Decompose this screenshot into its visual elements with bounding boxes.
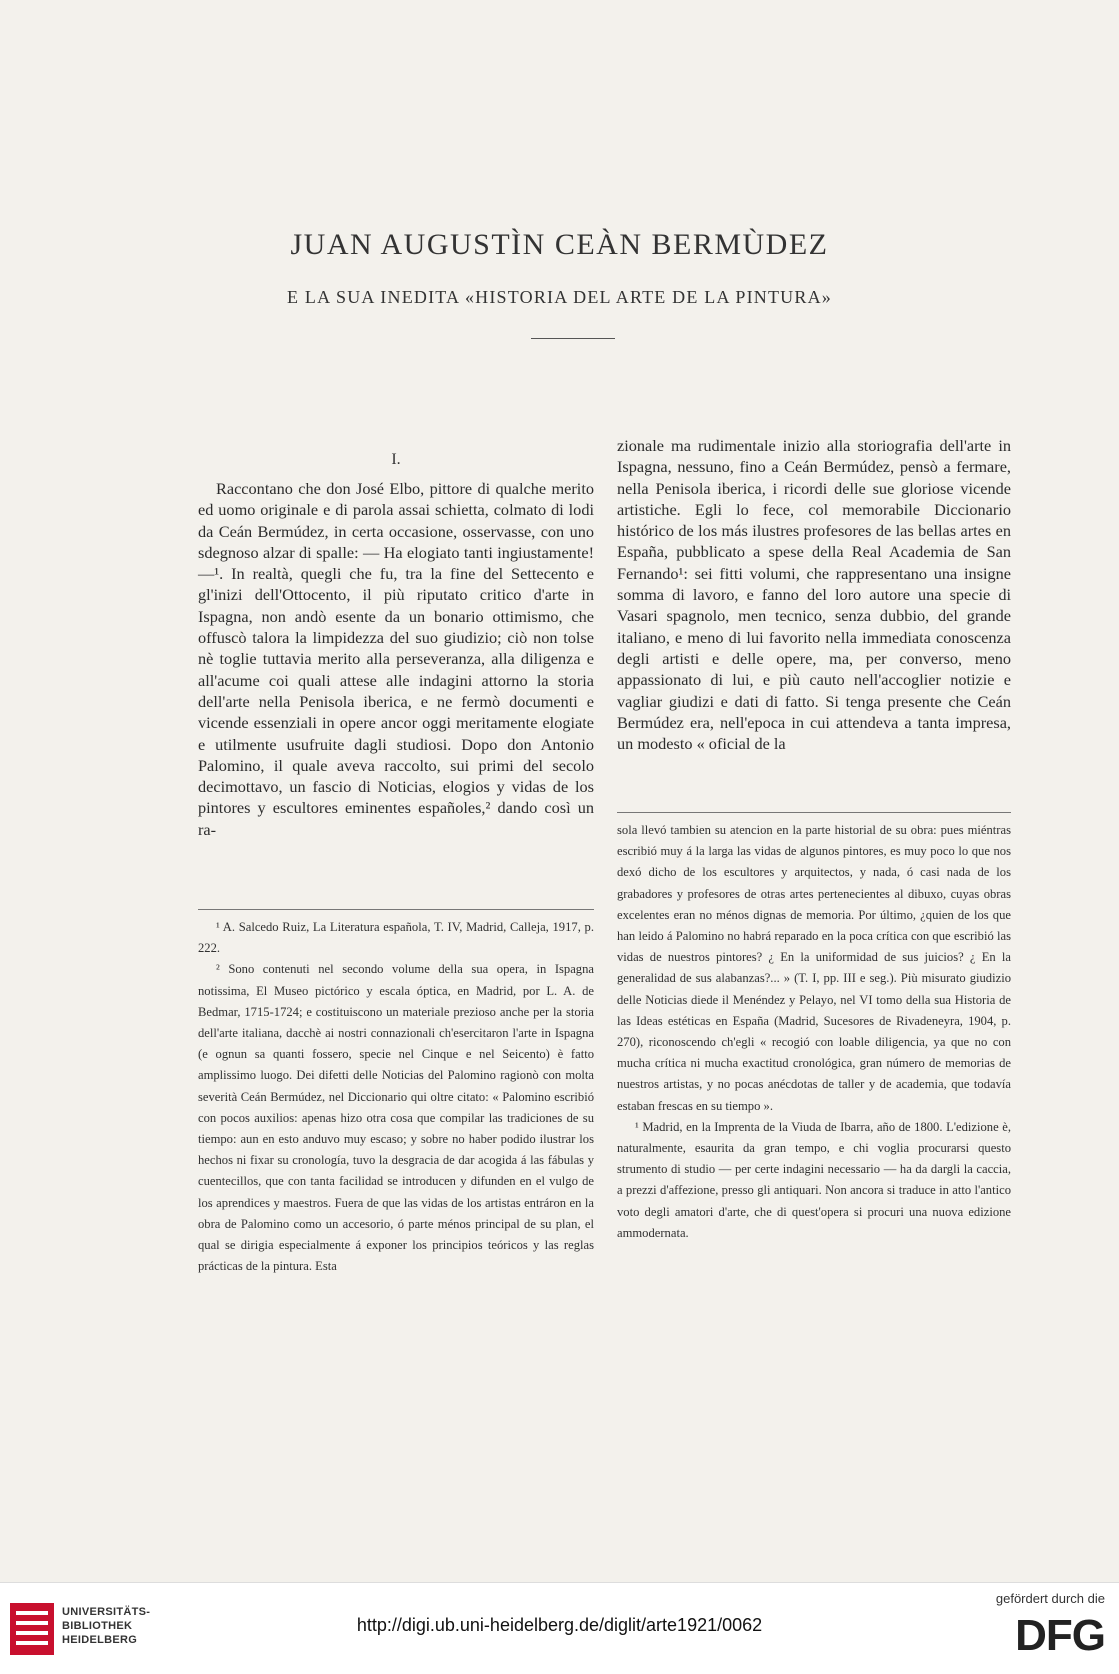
right-body-text: zionale ma rudimentale inizio alla storiografia dell'arte in Ispagna, nessuno, fino a Ceán Bermúdez, pensò a fermare, nella Penisola iberica, i ricordi delle sue gloriose vicende artistiche. Egli lo fece, col memorabile Diccionario histórico de los más ilustres profesores de las bellas artes en España, pubblicato a spese della Real Academia de San Fernando¹: sei fitti volumi, che rappresentano una insigne somma di lavoro, e fanno del loro autore una specie di Vasari spagnolo, men tecnico, senza dubbio, del grande italiano, e meno di lui favorito nella immediata conoscenza degli artisti e delle opere, ma, per converso, meno appassionato di lui, e più cauto nell'accoglier notizie e vagliar giudizi e dati di fatto. Si tenga presente che Ceán Bermúdez era, nell'epoca in cui attendeva a tanta impresa, un modesto « oficial de la xyxy=(617,436,1011,754)
library-line-3: HEIDELBERG xyxy=(62,1634,138,1646)
library-line-2: BIBLIOTHEK xyxy=(62,1620,133,1632)
dfg-logo: DFG xyxy=(1015,1611,1105,1660)
viewer-footer xyxy=(0,1582,1119,1674)
library-line-1: UNIVERSITÄTS- xyxy=(62,1606,151,1618)
left-column-body xyxy=(198,478,594,840)
article-subtitle: E LA SUA INEDITA «HISTORIA DEL ARTE DE LA PINTURA» xyxy=(287,287,832,307)
title-divider xyxy=(531,338,615,339)
right-column-body xyxy=(617,435,1011,754)
right-footnotes xyxy=(617,820,1011,1244)
right-footnote-rule xyxy=(617,812,1011,813)
section-number: I. xyxy=(391,451,401,468)
footnote-continuation: sola llevó tambien su atencion en la parte historial de su obra: pues miéntras escribió muy á la larga las vidas de algunos pintores, es muy poco lo que nos dexó dicho de los escultores y arquitectos, y nada, ó casi nada de los grabadores y profesores de otras artes pertenecientes al dibuxo, cuyas obras excelentes eran no ménos dignas de memoria. Por último, ¿quien de los que han leido á Palomino no habrá reparado en la poca crítica con que escribió las vidas de nuestros pintores? ¿ En la uniformidad de sus juicios? ¿ En la generalidad de sus alabanzas?... » (T. I, pp. III e seg.). Più misurato giudizio delle Noticias diede il Menéndez y Pelayo, nel VI tomo della sua Historia de las Ideas estéticas en España (Madrid, Sucesores de Rivadeneyra, 1904, p. 270), riconoscendo ch'egli « recogió con loable diligencia, ya que no con mucha crítica ni mucha exactitud cronológica, gran número de memorias de nuestros artistas, y no pocas anécdotas de taller y de academia, que todavía estaban frescas en su tiempo ». xyxy=(617,823,1011,1113)
article-title: JUAN AUGUSTÌN CEÀN BERMÙDEZ xyxy=(290,228,829,261)
left-body-text: Raccontano che don José Elbo, pittore di qualche merito ed uomo originale e di parola assai schietta, colmato di lodi da Ceán Bermúdez, in certa occasione, osservasse, con uno sdegnoso alzar di spalle: — Ha elogiato tanti ingiustamente! —¹. In realtà, quegli che fu, tra la fine del Settecento e gl'inizi dell'Ottocento, il più riputato critico d'arte in Ispagna, non andò esente da un bonario ottimismo, che offuscò talora la limpidezza del suo giudizio; ciò non tolse nè toglie tuttavia merito alla perseveranza, alla diligenza e all'acume coi quali attese alle indagini attorno la storia dell'arte nella Penisola iberica, e ne fermò documenti e vicende essenziali in opere ancor oggi meritamente elogiate e utilmente usufruite dagli studiosi. Dopo don Antonio Palomino, il quale aveva raccolto, sui primi del secolo decimottavo, un fascio di Noticias, elogios y vidas de los pintores y escultores eminentes españoles,² dando così un ra- xyxy=(198,479,594,839)
permalink-url[interactable]: http://digi.ub.uni-heidelberg.de/diglit/arte1921/0062 xyxy=(356,1615,763,1635)
footnote-2-left: ² Sono contenuti nel secondo volume della sua opera, in Ispagna notissima, El Museo pictórico y escala óptica, en Madrid, por L. A. de Bedmar, 1715-1724; e costituiscono un materiale prezioso anche per la storia dell'arte italiana, dacchè ai nostri connazionali ch'esercitaron l'arte in Ispagna (e ognun sa quanti fossero, specie nel Cinque e nel Seicento) è fatto amplissimo luogo. Dei difetti delle Noticias del Palomino ragionò con molta severità Ceán Bermúdez, nel Diccionario qui oltre citato: « Palomino escribió con pocos auxilios: apenas hizo otra cosa que compilar las tradiciones de su tiempo: aun en esto anduvo muy escaso; y sobre no haber podido ilustrar los hechos ni fixar su cronología, tuvo la desgracia de dar acogida á las fábulas y cuentecillos, que con tanta facilidad se introducen y difunden en el vulgo de los aprendices y maestros. Fuera de que las vidas de los artistas entráron en la obra de Palomino como un accesorio, ó parte ménos principal de su plan, el qual se dirigia especialmente á exponer los principios teóricos y las reglas prácticas de la pintura. Esta xyxy=(198,962,594,1274)
footnote-1-right: ¹ Madrid, en la Imprenta de la Viuda de Ibarra, año de 1800. L'edizione è, naturalmente, esaurita da gran tempo, e chi voglia procurarsi questo strumento di studio — per certe indagini necessario — ha da dargli la caccia, a prezzi d'affezione, presso gli antiquari. Non ancora si traduce in atto l'antico voto degli amatori d'arte, che di quest'opera si procuri una nuova edizione ammodernata. xyxy=(617,1119,1011,1240)
left-footnotes xyxy=(198,917,594,1277)
funding-caption: gefördert durch die xyxy=(995,1591,1105,1606)
left-footnote-rule xyxy=(198,909,594,910)
footnote-1-left: ¹ A. Salcedo Ruiz, La Literatura española, T. IV, Madrid, Calleja, 1917, p. 222. xyxy=(198,920,594,956)
